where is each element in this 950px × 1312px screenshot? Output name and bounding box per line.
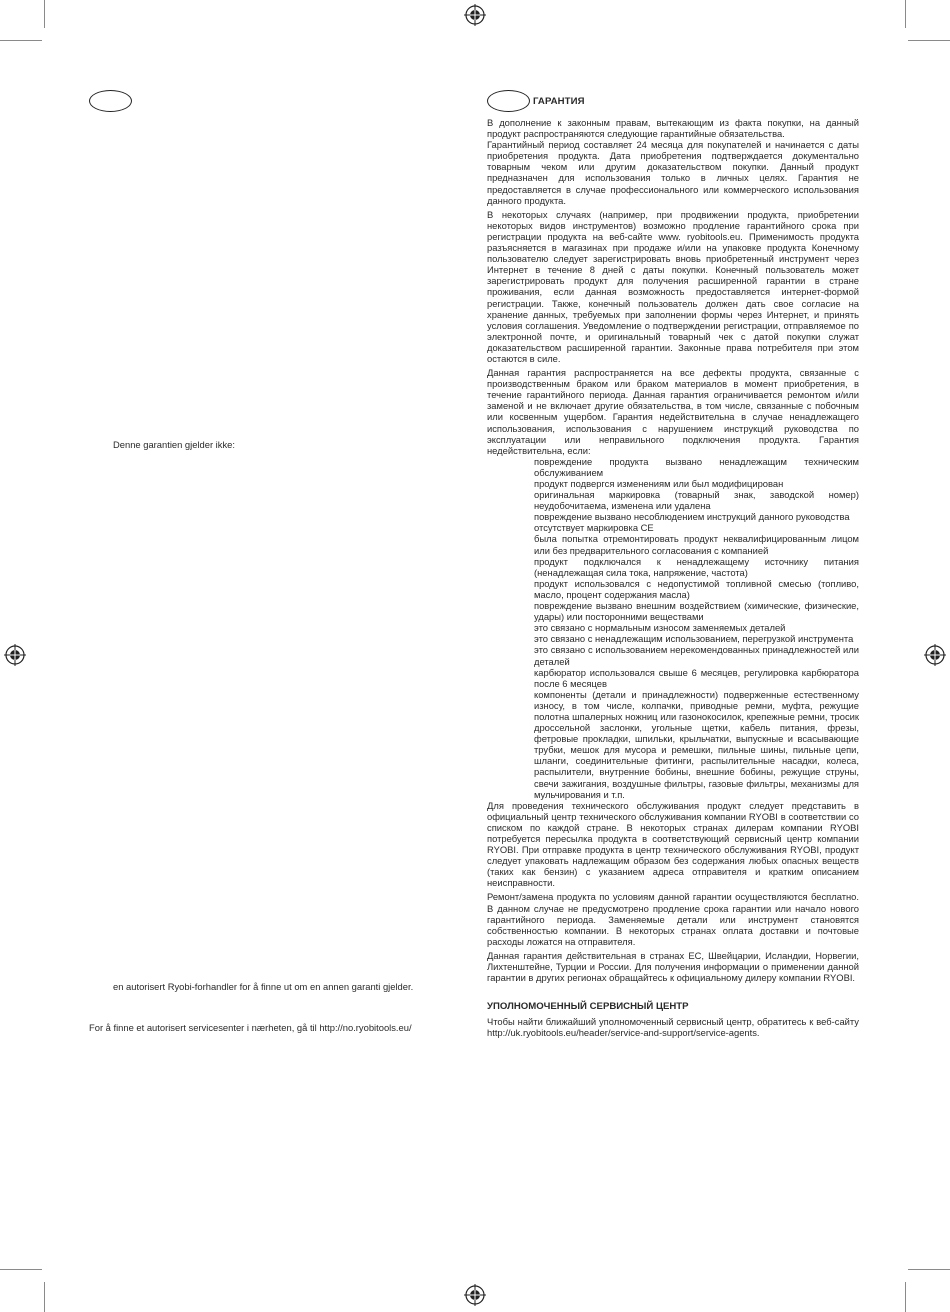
crop-mark bbox=[44, 0, 45, 28]
territory-paragraph: Данная гарантия действительная в странах ЕС, Швейцарии, Исландии, Норвегии, Лихтенштейне, Турции и России. Для получения информации о применении данной гарантии в других регионах обращайтесь к официальному дилеру компании RYOBI. bbox=[487, 949, 859, 984]
repair-replacement-paragraph: Ремонт/замена продукта по условиям данной гарантии осуществляются бесплатно. В данном случае не предусмотрено продление срока гарантии или начало нового гарантийного периода. Заменяемые детали или инструмент становятся собственностью компании. В некоторых странах оплата доставки и почтовые расходы ложатся на отправителя. bbox=[487, 891, 859, 947]
norwegian-service-note: For å finne et autorisert servicesenter i nærheten, gå til http://no.ryobitools.eu/ bbox=[89, 1022, 412, 1033]
warranty-title: ГАРАНТИЯ bbox=[533, 96, 585, 107]
norwegian-dealer-note: en autorisert Ryobi-forhandler for å finne ut om en annen garanti gjelder. bbox=[113, 981, 414, 992]
list-item: продукт подключался к ненадлежащему источнику питания (ненадлежащая сила тока, напряжение, частота) bbox=[534, 555, 859, 578]
crop-mark bbox=[905, 0, 906, 28]
service-center-paragraph: Чтобы найти ближайший уполномоченный сервисный центр, обратитесь к веб-сайту http://uk.ryobitools.eu/header/service-and-support/service-agents. bbox=[487, 1016, 859, 1039]
norwegian-exclusion-label: Denne garantien gjelder ikke: bbox=[113, 439, 235, 450]
russian-warranty-column bbox=[487, 117, 859, 1039]
list-item: это связано с использованием нерекомендованных принадлежностей или деталей bbox=[534, 644, 859, 667]
crop-mark bbox=[908, 1269, 950, 1270]
crop-mark bbox=[0, 40, 42, 41]
crop-mark bbox=[905, 1282, 906, 1312]
list-item: карбюратор использовался свыше 6 месяцев, регулировка карбюратора после 6 месяцев bbox=[534, 666, 859, 689]
list-item: была попытка отремонтировать продукт неквалифицированным лицом или без предварительного согласования с компанией bbox=[534, 533, 859, 556]
list-item: продукт использовался с недопустимой топливной смесью (топливо, масло, процент содержания масла) bbox=[534, 577, 859, 600]
language-badge-oval bbox=[89, 90, 132, 112]
list-item: повреждение продукта вызвано ненадлежащим техническим обслуживанием bbox=[534, 455, 859, 478]
list-item: повреждение вызвано внешним воздействием (химические, физические, удары) или посторонними веществами bbox=[534, 600, 859, 623]
service-procedure-paragraph: Для проведения технического обслуживания продукт следует представить в официальный центр технического обслуживания компании RYOBI в соответствии со списком по каждой стране. В некоторых странах дилерам компании RYOBI потребуется пересылка продукта в соответствующий сервисный центр компании RYOBI. При отправке продукта в центр технического обслуживания RYOBI, продукт следует упаковать надлежащим образом без содержания любых опасных веществ (таких как бензин) с указанием адреса отправителя и кратким описанием неисправности. bbox=[487, 799, 859, 889]
coverage-paragraph: Данная гарантия распространяется на все дефекты продукта, связанные с производственным браком или браком материалов в момент приобретения, в течение гарантийного периода. Данная гарантия ограничивается ремонтом и/или заменой и не включает другие обязательства, в том числе, связанные с побочным или косвенным ущербом. Гарантия недействительна в случае ненадлежащего использования, использования с нарушением инструкций руководства по эксплуатации или неправильного подключения продукта. Гарантия недействительна, если: bbox=[487, 367, 859, 456]
list-item: отсутствует маркировка CE bbox=[534, 522, 654, 534]
crop-mark bbox=[44, 1282, 45, 1312]
language-badge-oval bbox=[487, 90, 530, 112]
list-item: продукт подвергся изменениям или был модифицирован bbox=[534, 478, 784, 489]
intro-paragraph: В дополнение к законным правам, вытекающим из факта покупки, на данный продукт распространяются следующие гарантийные обязательства. bbox=[487, 117, 859, 140]
registration-mark-icon bbox=[4, 644, 26, 666]
list-item: компоненты (детали и принадлежности) подверженные естественному износу, в том числе, колпачки, приводные ремни, муфта, режущие полотна шпалерных ножниц или газонокосилок, крепежные ремни, тросик дроссельной заслонки, угольные щетки, кабель питания, фрезы, фетровые прокладки, шпильки, крыльчатки, выпускные и всасывающие трубки, мешок для мусора и ремешки, пильные шины, пильные цепи, шланги, соединительные фитинги, распылительные насадки, колеса, распылители, внутренние бобины, внешние бобины, режущие струны, свечи зажигания, воздушные фильтры, газовые фильтры, механизмы для мульчирования и т.п. bbox=[534, 688, 859, 800]
extended-warranty-paragraph: В некоторых случаях (например, при продвижении продукта, приобретении некоторых видов инструментов) возможно продление гарантийного срока при регистрации продукта на веб-сайте www. ryobitools.eu. Применимость продукта разъясняется в магазинах при продаже и/или на упаковке продукта Конечному пользователю следует зарегистрировать вновь приобретенный инструмент через Интернет в течение 8 дней с даты покупки. Конечный пользователь может зарегистрировать продукт для получения расширенной гарантии в стране проживания, если данная возможность предоставляется интернет-формой регистрации. Также, конечный пользователь должен дать свое согласие на хранение данных, требуемых при заполнении формы через Интернет, и принять условия соглашения. Уведомление о подтверждении регистрации, отправляемое по электронной почте, и оригинальный товарный чек с датой покупки служат доказательством расширенной гарантии. Законные права потребителя при этом остаются в силе. bbox=[487, 208, 859, 364]
warranty-period-paragraph: Гарантийный период составляет 24 месяца для покупателей и начинается с даты приобретения продукта. Дата приобретения подтверждается документально товарным чеком или другим доказательством покупки. Данный продукт предназначен для использования только в личных целях. Гарантия не предоставляется в случае профессионального или коммерческого использования данного продукта. bbox=[487, 139, 859, 206]
list-item: оригинальная маркировка (товарный знак, заводской номер) неудобочитаема, изменена или удалена bbox=[534, 489, 859, 512]
crop-mark bbox=[908, 40, 950, 41]
registration-mark-icon bbox=[464, 1284, 486, 1306]
registration-mark-icon bbox=[924, 644, 946, 666]
registration-mark-icon bbox=[464, 4, 486, 26]
service-center-heading: УПОЛНОМОЧЕННЫЙ СЕРВИСНЫЙ ЦЕНТР bbox=[487, 1001, 689, 1013]
exclusion-list bbox=[534, 456, 859, 800]
crop-mark bbox=[0, 1269, 42, 1270]
list-item: это связано с нормальным износом заменяемых деталей bbox=[534, 622, 786, 634]
list-item: повреждение вызвано несоблюдением инструкций данного руководства bbox=[534, 511, 850, 523]
list-item: это связано с ненадлежащим использованием, перегрузкой инструмента bbox=[534, 633, 854, 645]
